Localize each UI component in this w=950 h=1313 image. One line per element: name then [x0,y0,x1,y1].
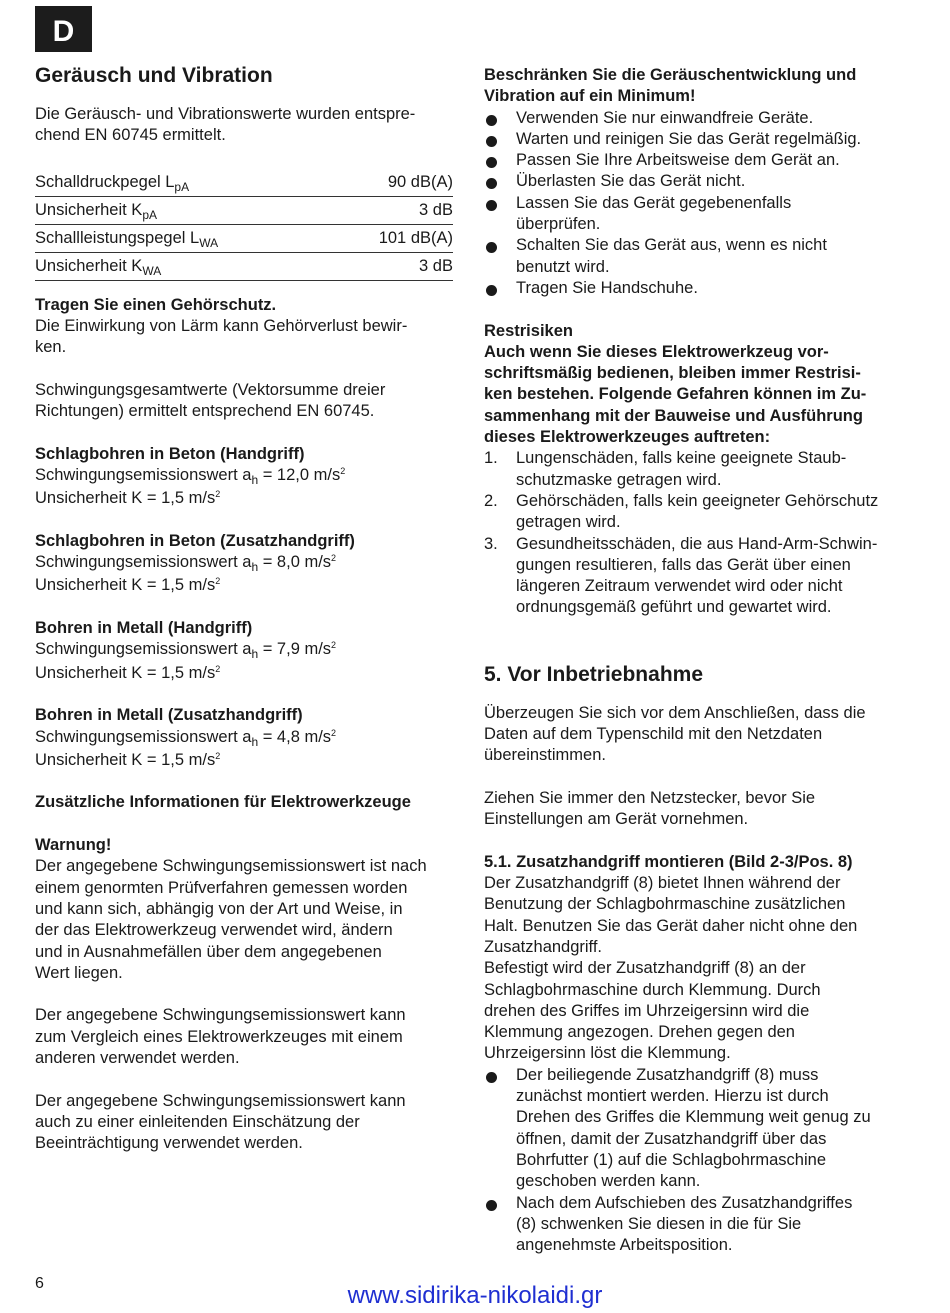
list-item: Überlasten Sie das Gerät nicht. [484,171,924,192]
list-item: 3. Gesundheitsschäden, die aus Hand-Arm-Schwin- gungen resultieren, falls das Gerät über einen längeren Zeitraum verwendet wird oder nicht ordnungsgemäß geführt und gewartet wird. [484,534,878,617]
bullet-icon [486,115,497,126]
residual-risks-heading: Restrisiken [484,321,573,340]
vibration-block: Bohren in Metall (Handgriff) Schwingungsemissionswert $a_h = 7,9$ $m/s^2$ Unsicherheit K = 1,5 $m/s^2$ [35,619,337,682]
right-column [484,65,924,1256]
section-heading-commissioning: 5. Vor Inbetriebnahme [484,662,703,686]
vibration-block: Schlagbohren in Beton (Zusatzhandgriff) Schwingungsemissionswert $a_h = 8,0$ $m/s^2$ Unsicherheit K = 1,5 $m/s^2$ [35,531,355,595]
list-item: 1. Lungenschäden, falls keine geeignete Staub- schutzmaske getragen wird. [484,449,847,489]
table-row: Unsicherheit $K_{WA}$ 3 dB [35,252,453,280]
bullet-icon [486,136,497,147]
bullet-icon [486,242,497,253]
vibration-total-text: Schwingungsgesamtwerte (Vektorsumme dreier Richtungen) ermittelt entsprechend EN 60745. [35,380,386,421]
bullet-icon [486,178,497,189]
limit-noise-list [484,108,924,300]
warning-heading: Warnung! [35,836,112,855]
assessment-text: Der angegebene Schwingungsemissionswert kann auch zu einer einleitenden Einschätzung der Beeinträchtigung verwendet werden. [35,1091,406,1153]
unplug-text: Ziehen Sie immer den Netzstecker, bevor Sie Einstellungen am Gerät vornehmen. [484,788,816,829]
section-badge: D [35,6,92,52]
noise-specs-table [35,169,453,281]
section-heading-noise: Geräusch und Vibration [35,64,273,87]
bullet-icon [486,285,497,296]
handle-mount-list [484,1065,924,1257]
vibration-block: Bohren in Metall (Zusatzhandgriff) Schwingungsemissionswert $a_h = 4,8$ $m/s^2$ Unsicherheit K = 1,5 $m/s^2$ [35,706,337,769]
intro-text: Die Geräusch- und Vibrationswerte wurden entspre- chend EN 60745 ermittelt. [35,105,416,145]
limit-noise-heading: Beschränken Sie die Geräuschentwicklung und Vibration auf ein Minimum! [484,66,857,106]
check-data-text: Überzeugen Sie sich vor dem Anschließen, dass die Daten auf dem Typenschild mit den Netzdaten übereinstimmen. [484,703,866,765]
compare-text: Der angegebene Schwingungsemissionswert kann zum Vergleich eines Elektrowerkzeuges mit einem anderen verwendet werden. [35,1006,406,1067]
table-row: Schallleistungspegel $L_{WA}$ 101 dB(A) [35,224,453,252]
bullet-icon [486,1072,497,1083]
page-number: 6 [35,1275,44,1292]
residual-risks-intro: Auch wenn Sie dieses Elektrowerkzeug vor- schriftsmäßig bedienen, bleiben immer Restrisi- ken bestehen. Folgende Gefahren können im Zu- sammenhang mit der Bauweise und Ausführung dieses Elektrowerkzeuges auftreten: [484,342,867,447]
bullet-icon [486,200,497,211]
footer-link[interactable]: www.sidirika-nikolaidi.gr [347,1282,603,1309]
subsection-heading-handle: 5.1. Zusatzhandgriff montieren (Bild 2-3/Pos. 8) [484,852,853,871]
ear-protection-heading: Tragen Sie einen Gehörschutz. [35,295,277,314]
left-column [35,62,453,1154]
extra-info-heading: Zusätzliche Informationen für Elektrowerkzeuge [35,793,411,812]
list-item: Schalten Sie das Gerät aus, wenn es nicht benutzt wird. [484,235,924,278]
list-item: Warten und reinigen Sie das Gerät regelmäßig. [484,129,924,150]
list-item: Verwenden Sie nur einwandfreie Geräte. [484,108,924,129]
list-item: 2. Gehörschäden, falls kein geeigneter Gehörschutz getragen wird. [484,491,879,532]
vibration-block: Schlagbohren in Beton (Handgriff) Schwingungsemissionswert $a_h = 12,0$ $m/s^2$ Unsicherheit K = 1,5 $m/s^2$ [35,444,346,508]
table-row: Unsicherheit $K_{pA}$ 3 dB [35,196,453,224]
list-item: Nach dem Aufschieben des Zusatzhandgriffes (8) schwenken Sie diesen in die für Sie angenehmste Arbeitsposition. [484,1193,924,1257]
list-item: Der beiliegende Zusatzhandgriff (8) muss zunächst montiert werden. Hierzu ist durch Drehen des Griffes die Klemmung weit genug zu öffnen, damit der Zusatzhandgriff über das Bohrfutter (1) auf die Schlagbohrmaschine geschoben werden kann. [484,1065,924,1193]
list-item: Tragen Sie Handschuhe. [484,278,924,299]
list-item: Lassen Sie das Gerät gegebenenfalls überprüfen. [484,193,924,236]
handle-text: Der Zusatzhandgriff (8) bietet Ihnen während der Benutzung der Schlagbohrmaschine zusätzlichen Halt. Benutzen Sie das Gerät daher nicht ohne den Zusatzhandgriff. Befestigt wird der Zusatzhandgriff (8) an der Schlagbohrmaschine durch Klemmung. Durch drehen des Griffes im Uhrzeigersinn wird die Klemmung angezogen. Drehen gegen den Uhrzeigersinn löst die Klemmung. [484,874,858,1063]
warning-text: Der angegebene Schwingungsemissionswert ist nach einem genormten Prüfverfahren gemessen worden und kann sich, abhängig von der Art und Weise, in der das Elektrowerkzeug verwendet wird, ändern und in Ausnahmefällen über dem angegebenen Wert liegen. [35,857,427,982]
ear-protection-text: Die Einwirkung von Lärm kann Gehörverlust bewir- ken. [35,316,408,357]
bullet-icon [486,1200,497,1211]
bullet-icon [486,157,497,168]
table-row: Schalldruckpegel $L_{pA}$ 90 dB(A) [35,169,453,197]
list-item: Passen Sie Ihre Arbeitsweise dem Gerät an. [484,150,924,171]
residual-risks-list [484,448,924,618]
